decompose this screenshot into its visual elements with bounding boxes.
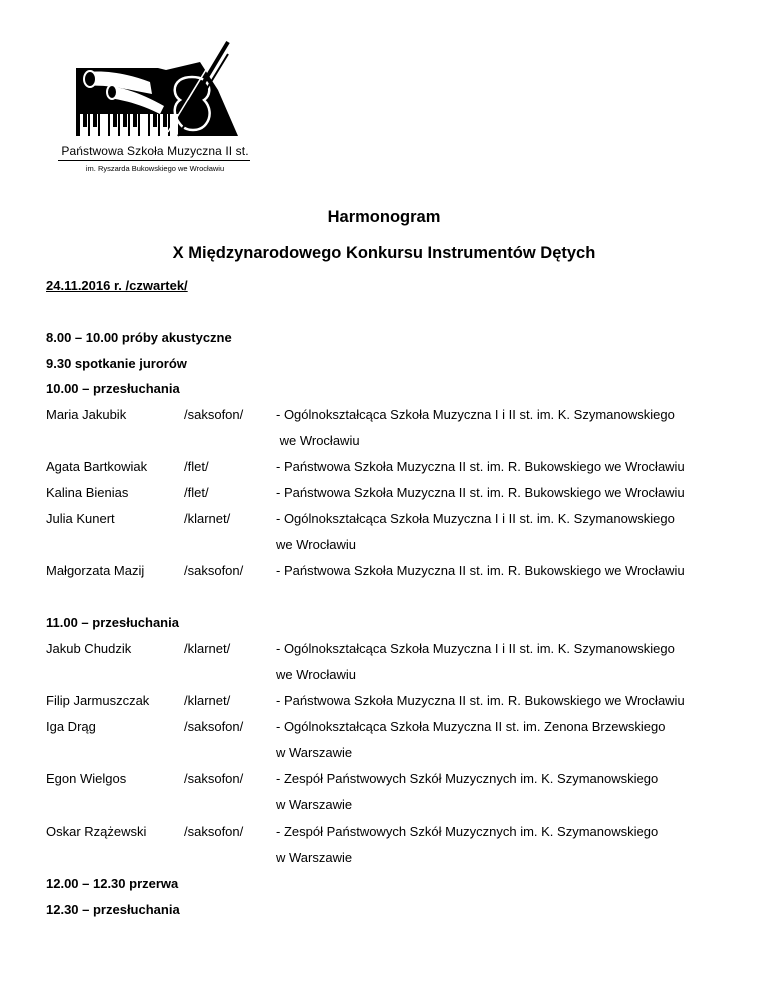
- participant-city: we Wrocławiu: [276, 537, 356, 552]
- participant-school: - Zespół Państwowych Szkół Muzycznych im. K. Szymanowskiego: [276, 771, 659, 786]
- slot-auditions-10: 10.00 – przesłuchania: [46, 381, 180, 396]
- slot-auditions-11: 11.00 – przesłuchania: [46, 615, 179, 630]
- school-logo: [50, 40, 260, 180]
- participant-city: we Wrocławiu: [276, 433, 360, 448]
- participant-name: Jakub Chudzik: [46, 641, 132, 656]
- participant-name: Małgorzata Mazij: [46, 563, 145, 578]
- participant-instrument: /saksofon/: [184, 771, 244, 786]
- document-title: Harmonogram: [327, 208, 441, 226]
- participant-instrument: /saksofon/: [184, 824, 244, 839]
- participant-city: w Warszawie: [276, 745, 353, 760]
- participant-school: - Państwowa Szkoła Muzyczna II st. im. R. Bukowskiego we Wrocławiu: [276, 563, 685, 578]
- participant-city: we Wrocławiu: [276, 667, 356, 682]
- participant-instrument: /flet/: [184, 485, 209, 500]
- participant-instrument: /saksofon/: [184, 719, 244, 734]
- slot-acoustic-rehearsals: 8.00 – 10.00 próby akustyczne: [46, 330, 232, 345]
- participant-school: - Państwowa Szkoła Muzyczna II st. im. R. Bukowskiego we Wrocławiu: [276, 485, 685, 500]
- participant-instrument: /klarnet/: [184, 641, 231, 656]
- participant-instrument: /klarnet/: [184, 693, 231, 708]
- participant-city: w Warszawie: [276, 850, 353, 865]
- participant-name: Oskar Rzążewski: [46, 824, 147, 839]
- logo-divider: [58, 160, 250, 161]
- participant-school: - Zespół Państwowych Szkół Muzycznych im. K. Szymanowskiego: [276, 824, 659, 839]
- participant-instrument: /flet/: [184, 459, 209, 474]
- participant-name: Egon Wielgos: [46, 771, 127, 786]
- participant-school: - Państwowa Szkoła Muzyczna II st. im. R. Bukowskiego we Wrocławiu: [276, 459, 685, 474]
- participant-name: Filip Jarmuszczak: [46, 693, 150, 708]
- slot-jurors-meeting: 9.30 spotkanie jurorów: [46, 356, 187, 371]
- participant-name: Kalina Bienias: [46, 485, 129, 500]
- participant-instrument: /klarnet/: [184, 511, 231, 526]
- participant-name: Maria Jakubik: [46, 407, 127, 422]
- instruments-logo-icon: [68, 40, 238, 140]
- participant-school: - Ogólnokształcąca Szkoła Muzyczna I i II st. im. K. Szymanowskiego: [276, 641, 675, 656]
- schedule-date: 24.11.2016 r. /czwartek/: [46, 278, 188, 293]
- participant-name: Agata Bartkowiak: [46, 459, 148, 474]
- participant-school: - Ogólnokształcąca Szkoła Muzyczna I i II st. im. K. Szymanowskiego: [276, 407, 675, 422]
- slot-break: 12.00 – 12.30 przerwa: [46, 876, 179, 891]
- participant-name: Iga Drąg: [46, 719, 96, 734]
- slot-auditions-1230: 12.30 – przesłuchania: [46, 902, 180, 917]
- document-subtitle: X Międzynarodowego Konkursu Instrumentów Dętych: [172, 244, 596, 262]
- participant-instrument: /saksofon/: [184, 563, 244, 578]
- participant-name: Julia Kunert: [46, 511, 115, 526]
- logo-school-patron: im. Ryszarda Bukowskiego we Wrocławiu: [85, 164, 225, 173]
- participant-school: - Ogólnokształcąca Szkoła Muzyczna II st. im. Zenona Brzewskiego: [276, 719, 666, 734]
- participant-school: - Państwowa Szkoła Muzyczna II st. im. R. Bukowskiego we Wrocławiu: [276, 693, 685, 708]
- participant-instrument: /saksofon/: [184, 407, 244, 422]
- logo-school-name: Państwowa Szkoła Muzyczna II st.: [61, 144, 249, 158]
- participant-city: w Warszawie: [276, 797, 353, 812]
- participant-school: - Ogólnokształcąca Szkoła Muzyczna I i II st. im. K. Szymanowskiego: [276, 511, 675, 526]
